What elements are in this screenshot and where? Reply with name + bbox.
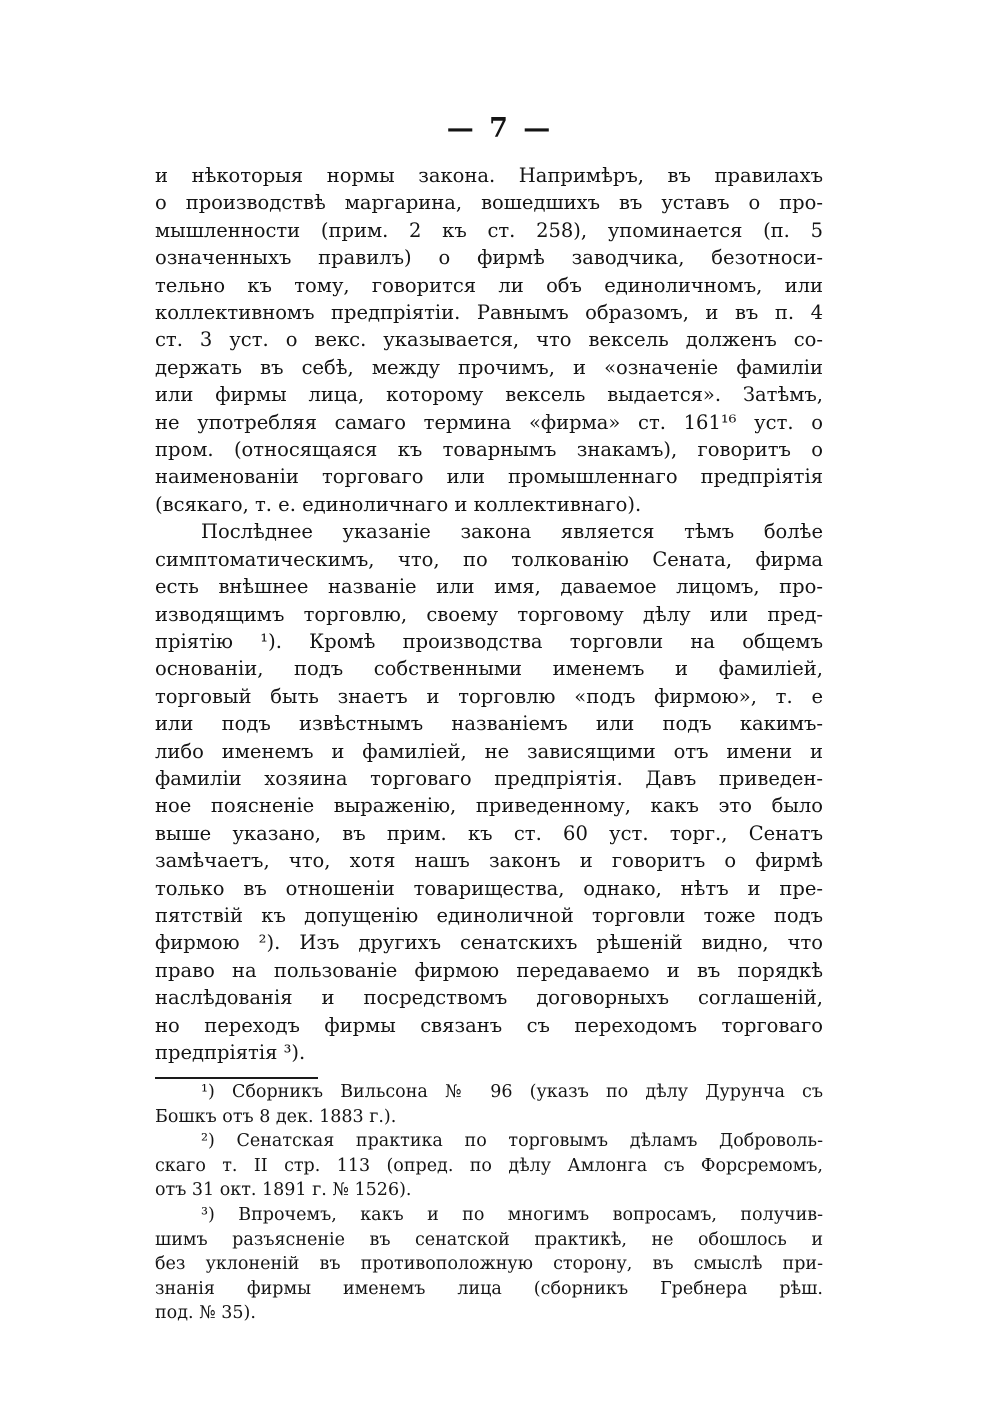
- text-line: ст. 3 уст. о векс. указывается, что вексель долженъ со-: [155, 328, 823, 352]
- paragraph-2: [155, 518, 823, 1066]
- text-line: пром. (относящаяся къ товарнымъ знакамъ), говоритъ о: [155, 438, 823, 462]
- footnote-divider: [155, 1077, 318, 1079]
- footnote-line: скаго т. II стр. 113 (опред. по дѣлу Амлонга съ Форсремомъ,: [155, 1155, 823, 1176]
- text-line: либо именемъ и фамиліей, не зависящими отъ имени и: [155, 739, 823, 763]
- text-line: (всякаго, т. е. единоличнаго и коллективнаго).: [155, 492, 642, 516]
- text-line: означенныхъ правилъ) о фирмѣ заводчика, безотноси-: [155, 246, 823, 270]
- text-line: держать въ себѣ, между прочимъ, и «означеніе фамиліи: [155, 355, 823, 379]
- text-line: или подъ извѣстнымъ названіемъ или подъ какимъ-: [155, 712, 823, 736]
- page-number: — 7 —: [446, 113, 554, 144]
- text-line: мышленности (прим. 2 къ ст. 258), упоминается (п. 5: [155, 218, 823, 242]
- footnote-line: шимъ разъясненіе въ сенатской практикѣ, не обошлось и: [155, 1229, 823, 1250]
- text-line: или фирмы лица, которому вексель выдается». Затѣмъ,: [155, 383, 823, 407]
- text-line: фирмою ²). Изъ другихъ сенатскихъ рѣшеній видно, что: [155, 931, 823, 955]
- text-line: не употребляя самаго термина «фирма» ст. 161¹⁶ уст. о: [155, 410, 823, 434]
- footnote-2: [155, 1129, 823, 1203]
- text-line: только въ отношеніи товарищества, однако, нѣтъ и пре-: [155, 876, 823, 900]
- body-text: [155, 162, 823, 1066]
- text-line: изводящимъ торговлю, своему торговому дѣлу или пред-: [155, 602, 823, 626]
- paragraph-1: [155, 162, 823, 518]
- text-line: симптоматическимъ, что, по толкованію Сената, фирма: [155, 547, 823, 571]
- text-line: наслѣдованія и посредствомъ договорныхъ соглашеній,: [155, 986, 823, 1010]
- text-line: выше указано, въ прим. къ ст. 60 уст. торг., Сенатъ: [155, 821, 823, 845]
- text-line: пятствій къ допущенію единоличной торговли тоже подъ: [155, 903, 823, 927]
- text-line: пріятію ¹). Кромѣ производства торговли на общемъ: [155, 629, 823, 653]
- footnote-1: [155, 1080, 823, 1129]
- footnote-line: без уклоненій въ противоположную сторону, въ смыслѣ при-: [155, 1254, 823, 1275]
- text-line: о производствѣ маргарина, вошедшихъ въ уставъ о про-: [155, 191, 823, 215]
- footnote-3: [155, 1203, 823, 1326]
- footnote-line: ³) Впрочемъ, какъ и по многимъ вопросамъ, получив-: [201, 1204, 823, 1225]
- text-line: тельно къ тому, говорится ли объ единоличномъ, или: [155, 273, 823, 297]
- footnote-line: знанія фирмы именемъ лица (сборникъ Гребнера рѣш.: [155, 1278, 823, 1299]
- text-line: фамиліи хозяина торговаго предпріятія. Давъ приведен-: [155, 766, 823, 790]
- text-line: замѣчаетъ, что, хотя нашъ законъ и говоритъ о фирмѣ: [155, 849, 823, 873]
- footnote-line: ²) Сенатская практика по торговымъ дѣламъ Доброволь-: [201, 1131, 823, 1152]
- text-line: но переходъ фирмы связанъ съ переходомъ торговаго: [155, 1013, 823, 1037]
- text-line: основаніи, подъ собственными именемъ и фамиліей,: [155, 657, 823, 681]
- text-line: наименованіи торговаго или промышленнаго предпріятія: [155, 465, 823, 489]
- text-line: торговый быть знаетъ и торговлю «подъ фирмою», т. е: [155, 684, 823, 708]
- footnote-line: Бошкъ отъ 8 дек. 1883 г.).: [155, 1106, 397, 1127]
- text-line: право на пользованіе фирмою передаваемо и въ порядкѣ: [155, 958, 823, 982]
- footnote-line: ¹) Сборникъ Вильсона № 96 (указъ по дѣлу Дурунча съ: [201, 1082, 823, 1102]
- text-line: и нѣкоторыя нормы закона. Напримѣръ, въ правилахъ: [155, 164, 823, 187]
- text-line: ное поясненіе выраженію, приведенному, какъ это было: [155, 794, 823, 818]
- text-line: Послѣднее указаніе закона является тѣмъ болѣе: [201, 520, 823, 544]
- footnotes: [155, 1080, 823, 1326]
- footnote-line: под. № 35).: [155, 1303, 256, 1324]
- footnote-line: отъ 31 окт. 1891 г. № 1526).: [155, 1180, 412, 1201]
- text-line: предпріятія ³).: [155, 1041, 306, 1064]
- text-line: есть внѣшнее названіе или имя, даваемое лицомъ, про-: [155, 575, 823, 599]
- text-line: коллективномъ предпріятіи. Равнымъ образомъ, и въ п. 4: [155, 301, 823, 325]
